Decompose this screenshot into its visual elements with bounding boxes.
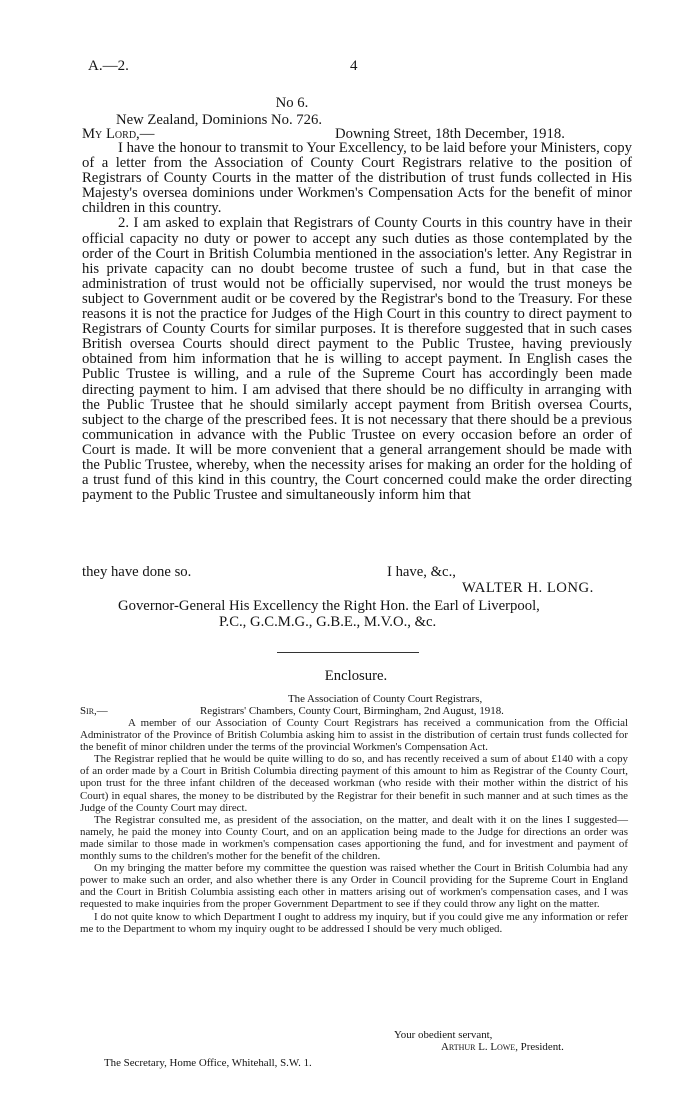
dispatch-paragraph-2: 2. I am asked to explain that Registrars of County Courts in this country have in their official capacity no duty or power to accept any such duties as those contemplated by the order of the Court in British Columbia mentioned in the association's letter. Any Registrar in his private capacity can no doubt become trustee of such a fund, but in that case the administration of trust would not be officially supervised, nor would the trust moneys be subject to Government audit or be covered by the Registrar's bond to the Treasury. For these reasons it is not the practice for Judges of the High Court in this country to direct payment to Registrars of County Courts for similar purposes. It is therefore suggested that in such cases British oversea Courts should direct payment to the Public Trustee, having previously obtained from him information that he is willing to accept payment. In English cases the Public Trustee is willing, and a rule of the Supreme Court has accordingly been made directing payment to him. I am advised that there should be no difficulty in arranging with the Public Trustee that he should similarly accept payment from British oversea Courts, subject to the charge of the prescribed fees. It is not necessary that there should be a previous communication in advance with the Public Trustee on every occasion before an order of Court is made. It will be more convenient that a general arrangement should be made with the Public Trustee, whereby, when the necessity arises for making an order for the holding of a trust fund of this kind in this country, the Court concerned could make the order directing payment to the Public Trustee and simultaneously inform him that <box>82 215 632 504</box>
enclosure-paragraph-5: I do not quite know to which Department I ought to address my inquiry, but if you could give me any information or refer me to the Department to whom my inquiry ought to be addressed I should be very much obliged. <box>80 910 628 935</box>
dispatch-paragraph-1: I have the honour to transmit to Your Excellency, to be laid before your Ministers, copy of a letter from the Association of County Court Registrars relative to the position of Registrars of County Courts in the matter of the distribution of trust funds collected in His Majesty's oversea dominions under Workmen's Compensation Acts for the benefit of minor children in this country. <box>82 140 632 217</box>
dispatch-closing-line <box>82 564 632 580</box>
dispatch-body <box>82 141 632 503</box>
enclosure-recipient: The Secretary, Home Office, Whitehall, S.W. 1. <box>104 1057 312 1069</box>
enclosure-paragraph-2: The Registrar replied that he would be quite willing to do so, and has recently received a sum of about £140 with a copy of an order made by a Court in British Columbia directing payment of this amount to him as Registrar of the County Court, upon trust for the three infant children of the deceased workman (who reside with their mother within the district of his Court) in equal shares, the money to be distributed by the Registrar for their benefit in such manner and at such times as the Judge of the County Court may direct. <box>80 753 628 814</box>
enclosure-signature <box>441 1041 564 1053</box>
enclosure-title: Enclosure. <box>324 668 388 684</box>
dispatch-closing-text: they have done so. <box>82 564 192 580</box>
enclosure-address: Registrars' Chambers, County Court, Birmingham, 2nd August, 1918. <box>200 705 504 717</box>
enclosure-paragraph-4: On my bringing the matter before my committee the question was raised whether the Court in British Columbia had any power to make such an order, and also whether there is any Order in Council providing for the Supreme Court in England and the Court in British Columbia assisting each other in matters arising out of workmen's compensation cases, and I was requested to make inquiries from the proper Government Department to see if they could throw any light on the matter. <box>80 862 628 911</box>
page-number: 4 <box>350 58 358 74</box>
enclosure-body <box>80 717 628 935</box>
dispatch-signature: WALTER H. LONG. <box>462 580 594 596</box>
enclosure-signature-name: Arthur L. Lowe <box>441 1041 516 1053</box>
page-header <box>88 58 633 78</box>
dispatch-series: New Zealand, Dominions No. 726. <box>116 112 322 128</box>
addressee-line-2: P.C., G.C.M.G., G.B.E., M.V.O., &c. <box>219 614 437 630</box>
enclosure-closing: Your obedient servant, <box>394 1029 493 1041</box>
dispatch-salutation: My Lord,— <box>82 126 155 142</box>
dispatch-closing: I have, &c., <box>387 564 456 580</box>
enclosure-paragraph-3: The Registrar consulted me, as president of the association, on the matter, and dealt with it on the lines I suggested—namely, he paid the money into County Court, and on an application being made to the Judge for directions an order was made similar to those made in workmen's compensation cases apportioning the fund, and for investment and payment of monthly sums to the children's mother for the benefit of the children. <box>80 813 628 863</box>
enclosure-association: The Association of County Court Registrars, <box>288 693 483 705</box>
addressee-line-1: Governor-General His Excellency the Right Hon. the Earl of Liverpool, <box>118 598 540 614</box>
dispatch-date-line: Downing Street, 18th December, 1918. <box>335 126 565 142</box>
section-divider <box>277 652 419 653</box>
enclosure-salutation: Sir,— <box>80 705 108 717</box>
dispatch-number: No 6. <box>275 95 309 111</box>
document-reference: A.—2. <box>88 58 129 74</box>
enclosure-signature-title: , President. <box>515 1041 564 1053</box>
enclosure-paragraph-1: A member of our Association of County Court Registrars has received a communication from the Official Administrator of the Province of British Columbia asking him to assist in the distribution of certain trust funds collected for the benefit of minor children under the terms of the provincial Workmen's Compensation Act. <box>80 717 628 754</box>
